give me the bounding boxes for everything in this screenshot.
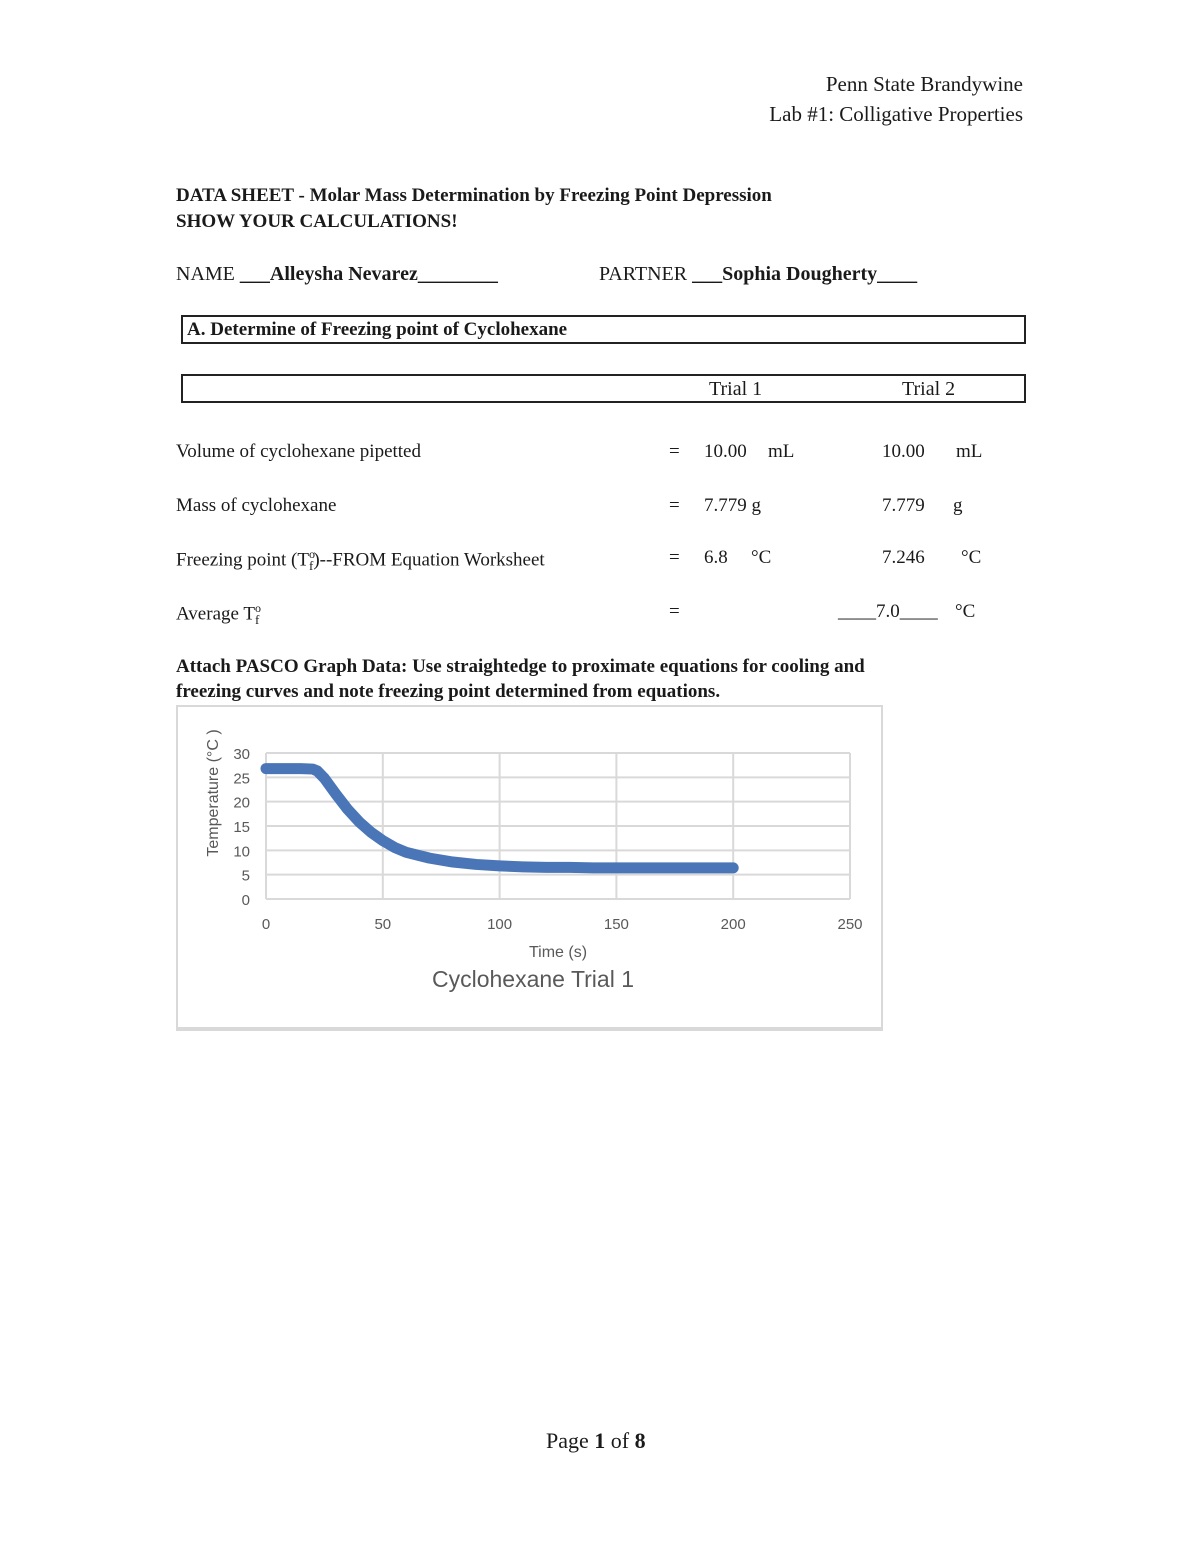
x-tick-label: 200 [720,916,746,933]
instructions-line2: freezing curves and note freezing point determined from equations. [176,681,721,702]
y-tick-labels [233,746,250,909]
x-axis-label: Time (s) [528,944,588,961]
row-mass-t2: 7.779 [882,495,925,516]
row-freezing-label [176,547,545,574]
y-tick-label: 25 [233,770,250,788]
show-calculations: SHOW YOUR CALCULATIONS! [176,211,458,232]
of-word: of [610,1428,630,1453]
row-average-t2: ____7.0____ [838,601,938,622]
x-tick-label: 150 [603,916,629,933]
x-tick-labels [262,916,863,933]
average-label-sup: o [254,601,261,615]
x-tick-label: 100 [487,916,513,933]
row-volume-t2: 10.00 [882,441,925,462]
row-volume-t1: 10.00 [704,441,747,462]
trial1-header: Trial 1 [709,378,763,400]
name-label: NAME [176,263,235,285]
x-tick-label: 50 [374,916,392,933]
data-sheet-title: DATA SHEET - Molar Mass Determination by Freezing Point Depression [176,185,772,206]
row-freezing-t2-unit: °C [961,547,982,568]
page-footer [546,1428,646,1454]
partner-line [599,263,917,286]
y-tick-label: 30 [233,746,250,763]
row-volume-t2-unit: mL [956,441,983,462]
row-mass-t1: 7.779 g [704,495,761,516]
chart-frame [176,705,883,1031]
y-tick-label: 10 [233,843,250,861]
average-label-pre: Average T [176,603,255,625]
chart-grid [266,753,850,899]
row-freezing-t1-unit: °C [751,547,772,568]
row-volume-label: Volume of cyclohexane pipetted [176,441,421,462]
name-line [176,263,498,286]
y-tick-label: 0 [241,892,250,909]
y-tick-label: 5 [241,867,250,885]
section-a-box [181,315,1026,344]
freezing-label-sub: f [308,558,314,574]
row-average-t2-unit: °C [955,601,976,622]
row-volume-eq: = [669,441,680,462]
partner-label: PARTNER [599,263,688,285]
row-average-label [176,601,259,628]
x-tick-label: 250 [837,916,863,933]
y-tick-label: 20 [233,794,250,812]
row-mass-t2-unit: g [953,495,963,516]
trial2-header: Trial 2 [902,378,956,400]
trial-header-box [181,374,1026,403]
row-mass-eq: = [669,495,680,516]
y-axis-label: Temperature (°C ) [205,729,222,857]
freezing-label-pre: Freezing point (T [176,549,309,571]
header-lab-title: Lab #1: Colligative Properties [769,102,1023,126]
section-a-heading: A. Determine of Freezing point of Cyclohexane [187,319,568,340]
page-total: 8 [634,1428,646,1453]
page-word: Page [546,1428,589,1453]
partner-value: ___Sophia Dougherty____ [692,263,918,285]
freezing-label-sup: o [308,547,315,561]
row-freezing-t1: 6.8 [704,547,728,568]
cooling-curve-chart [178,707,881,1027]
x-tick-label: 0 [261,916,271,933]
row-freezing-eq: = [669,547,680,568]
average-label-sub: f [254,612,260,628]
row-average-eq: = [669,601,680,622]
header-institution: Penn State Brandywine [825,72,1023,96]
page-number: 1 [594,1428,606,1453]
y-tick-label: 15 [233,819,250,836]
row-freezing-t2: 7.246 [882,547,925,568]
row-volume-t1-unit: mL [768,441,795,462]
instructions-line1: Attach PASCO Graph Data: Use straightedge to proximate equations for cooling and [176,656,865,677]
freezing-label-post: )--FROM Equation Worksheet [313,549,545,571]
row-mass-label: Mass of cyclohexane [176,495,337,516]
chart-title: Cyclohexane Trial 1 [432,966,634,992]
name-value: ___Alleysha Nevarez________ [239,263,498,285]
